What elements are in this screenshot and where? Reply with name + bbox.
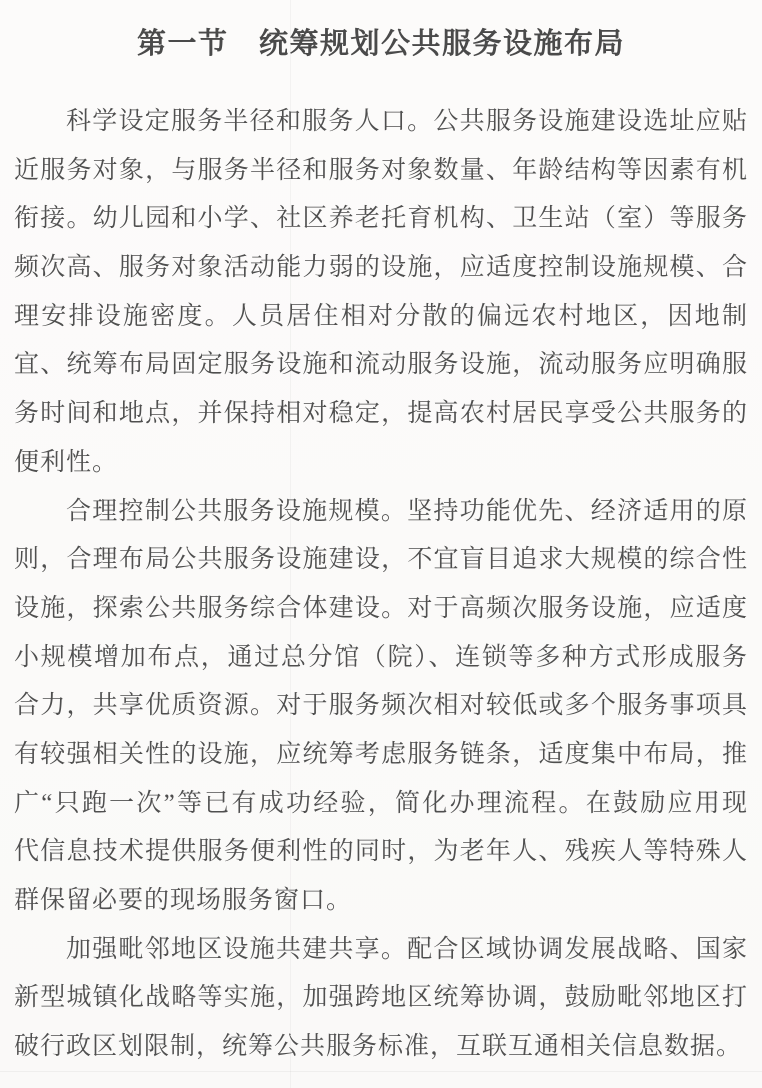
text-line: 加强毗邻地区设施共建共享。配合区域协调发展战略、国家 [66, 935, 748, 963]
text-line: 新型城镇化战略等实施，加强跨地区统筹协调，鼓励毗邻地区打 [14, 984, 748, 1012]
section-title: 第一节 统筹规划公共服务设施布局 [136, 28, 625, 60]
text-line: 便利性。 [14, 448, 119, 476]
text-line: 广“只跑一次”等已有成功经验，简化办理流程。在鼓励应用现 [14, 789, 748, 817]
text-line: 合力，共享优质资源。对于服务频次相对较低或多个服务事项具 [14, 692, 748, 720]
text-line: 近服务对象，与服务半径和服务对象数量、年龄结构等因素有机 [14, 156, 748, 184]
text-line: 小规模增加布点，通过总分馆（院）、连锁等多种方式形成服务 [14, 643, 748, 671]
text-line: 破行政区划限制，统筹公共服务标准，互联互通相关信息数据。 [14, 1033, 743, 1061]
paragraphs [14, 98, 748, 1072]
text-line: 宜、统筹布局固定服务设施和流动服务设施，流动服务应明确服 [14, 351, 748, 379]
text-line: 群保留必要的现场服务窗口。 [14, 887, 353, 914]
text-line: 理安排设施密度。人员居住相对分散的偏远农村地区，因地制 [14, 302, 748, 330]
text-line: 则，合理布局公共服务设施建设，不宜盲目追求大规模的综合性 [14, 546, 748, 574]
text-line: 设施，探索公共服务综合体建设。对于高频次服务设施，应适度 [14, 594, 748, 622]
text-line: 科学设定服务半径和服务人口。公共服务设施建设选址应贴 [66, 108, 748, 135]
text-line: 务时间和地点，并保持相对稳定，提高农村居民享受公共服务的 [14, 400, 748, 428]
text-line: 衔接。幼儿园和小学、社区养老托育机构、卫生站（室）等服务 [14, 205, 748, 233]
text-line: 有较强相关性的设施，应统筹考虑服务链条，适度集中布局，推 [14, 740, 748, 768]
text-line: 合理控制公共服务设施规模。坚持功能优先、经济适用的原 [66, 497, 748, 525]
text-line: 代信息技术提供服务便利性的同时，为老年人、残疾人等特殊人 [14, 838, 748, 866]
text-line: 频次高、服务对象活动能力弱的设施，应适度控制设施规模、合 [14, 254, 748, 282]
